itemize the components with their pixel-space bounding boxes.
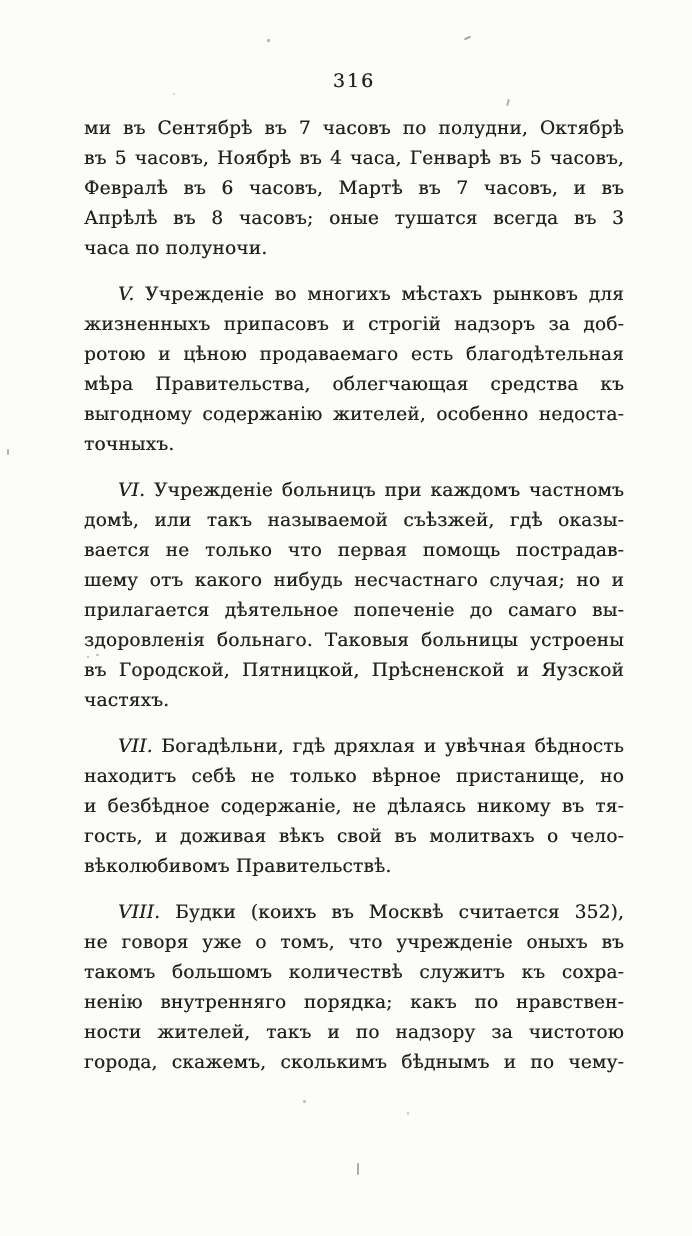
- scan-speck: [506, 99, 510, 106]
- text-line: мѣра Правительства, облегчающая средства къ: [84, 374, 624, 395]
- text-line: точныхъ.: [84, 434, 175, 455]
- text-line: вается не только что первая помощь пострадав-: [84, 540, 624, 561]
- text-line: въ Городской, Пятницкой, Прѣсненской и Яузской: [84, 660, 624, 681]
- text-line: часа по полуночи.: [84, 238, 268, 259]
- text-line: такомъ большомъ количествѣ служитъ къ сохра-: [84, 962, 624, 983]
- scan-speck: [96, 654, 99, 656]
- text-line: выгодному содержанію жителей, особенно недоста-: [84, 404, 624, 425]
- text-line: частяхъ.: [84, 690, 170, 711]
- paragraph-numeral: VI.: [118, 480, 146, 501]
- paragraph: [84, 114, 624, 264]
- page-text: [84, 114, 624, 1078]
- scan-speck: [464, 36, 471, 41]
- text-line: Февралѣ въ 6 часовъ, Мартѣ въ 7 часовъ, и въ: [84, 178, 624, 199]
- text-line: ротою и цѣною продаваемаго есть благодѣтельная: [84, 344, 624, 365]
- paragraph-numeral: VII.: [118, 736, 153, 757]
- text-line: не говоря уже о томъ, что учрежденіе оныхъ въ: [84, 932, 624, 953]
- scan-speck: [7, 449, 9, 455]
- paragraph-numeral: VIII.: [118, 902, 161, 923]
- text-line: VII. Богадѣльни, гдѣ дряхлая и увѣчная бѣдность: [118, 736, 624, 757]
- text-line: ми въ Сентябрѣ въ 7 часовъ по полудни, Октябрѣ: [84, 118, 624, 139]
- text-line: жизненныхъ припасовъ и строгій надзоръ за доб-: [84, 314, 624, 335]
- text-line: V. Учрежденіе во многихъ мѣстахъ рынковъ для: [118, 284, 624, 305]
- text-line: прилагается дѣятельное попеченіе до самаго вы-: [84, 600, 624, 621]
- text-line: домѣ, или такъ называемой съѣзжей, гдѣ оказы-: [84, 510, 624, 531]
- scan-speck: [407, 1112, 409, 1115]
- scan-speck: [173, 93, 175, 95]
- scan-speck: [357, 1163, 359, 1175]
- text-line: находитъ себѣ не только вѣрное пристанище, но: [84, 766, 624, 787]
- text-line: вѣколюбивомъ Правительствѣ.: [84, 856, 392, 877]
- paragraph-numeral: V.: [118, 284, 135, 305]
- page-number: 316: [332, 70, 376, 92]
- scan-speck: [303, 1100, 306, 1103]
- text-line: Апрѣлѣ въ 8 часовъ; оные тушатся всегда въ 3: [84, 208, 624, 229]
- text-line: гость, и доживая вѣкъ свой въ молитвахъ о чело-: [84, 826, 624, 847]
- text-line: города, скажемъ, сколькимъ бѣднымъ и по чему-: [84, 1052, 624, 1073]
- text-line: въ 5 часовъ, Ноябрѣ въ 4 часа, Генварѣ въ 5 часовъ,: [84, 148, 624, 169]
- scan-speck: [87, 656, 89, 658]
- text-line: ненію внутренняго порядка; какъ по нравствен-: [84, 992, 624, 1013]
- text-line: VIII. Будки (коихъ въ Москвѣ считается 352),: [118, 902, 624, 923]
- text-line: здоровленія больнаго. Таковыя больницы устроены: [84, 630, 624, 651]
- text-line: и безбѣдное содержаніе, не дѣлаясь никому въ тя-: [84, 796, 624, 817]
- paragraph: [84, 476, 624, 716]
- text-line: ности жителей, такъ и по надзору за чистотою: [84, 1022, 624, 1043]
- text-line: VI. Учрежденіе больницъ при каждомъ частномъ: [118, 480, 624, 501]
- paragraph: [84, 898, 624, 1078]
- scan-speck: [267, 39, 270, 42]
- paragraph: [84, 732, 624, 882]
- paragraph: [84, 280, 624, 460]
- text-line: шему отъ какого нибудь несчастнаго случая; но и: [84, 570, 624, 591]
